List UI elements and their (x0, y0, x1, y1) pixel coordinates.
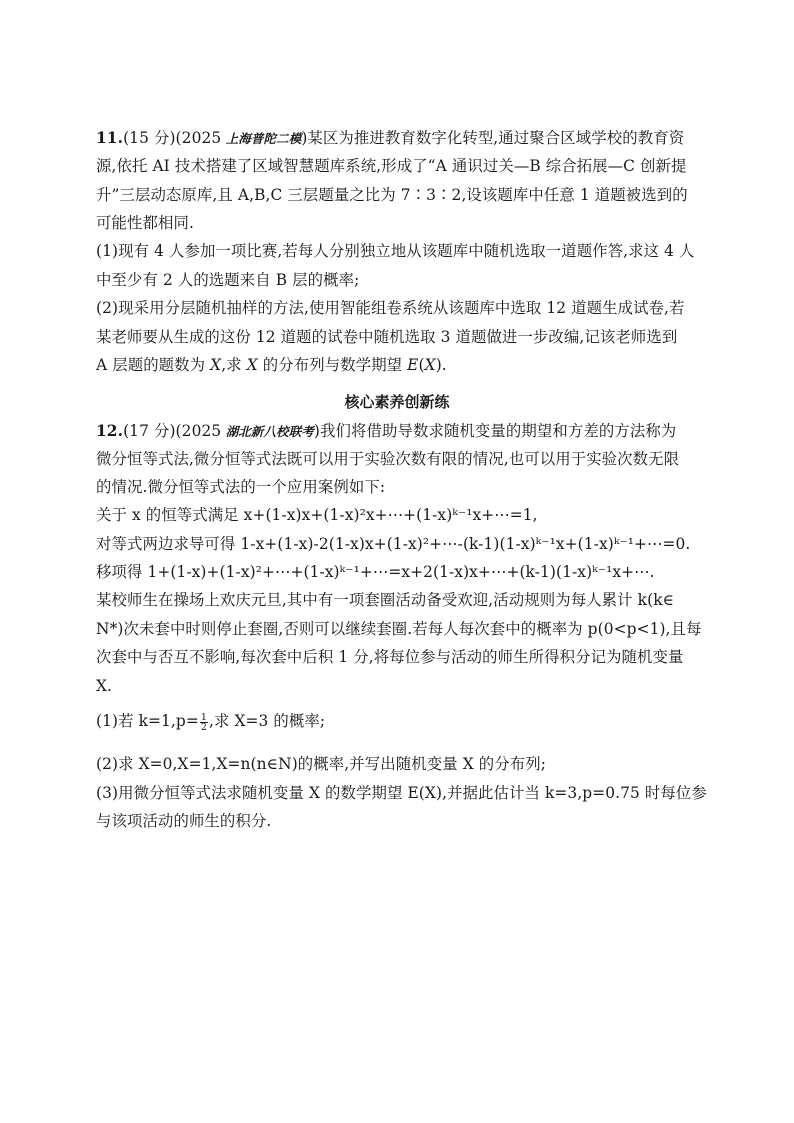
q12-rearranged-line: 移项得 1+(1-x)+(1-x)²+⋯+(1-x)ᵏ⁻¹+⋯=x+2(1-x)x+⋯+(k-1)(1-x)ᵏ⁻¹x+⋯. (96, 563, 655, 581)
q11-line-1: 11.(15 分)(2025 上海普陀二模)某区为推进教育数字化转型,通过聚合区域学校的教育资 (96, 129, 685, 147)
q11-part-1-line-1: (1)现有 4 人参加一项比赛,若每人分别独立地从该题库中随机选取一道题作答,求这 4 人 (96, 242, 695, 260)
q12-number: 12. (96, 422, 124, 440)
q12-rule-line-1: 某校师生在操场上欢庆元旦,其中有一项套圈活动备受欢迎,活动规则为每人累计 k(k∈ (96, 591, 675, 609)
section-heading: 核心素养创新练 (344, 393, 450, 411)
q11-number: 11. (96, 129, 124, 147)
q12-part-3-line-2: 与该项活动的师生的积分. (96, 812, 272, 830)
q11-source: 上海普陀二模 (221, 131, 302, 146)
q12-part-1: (1)若 k=1,p= $\frac{1}{2}$ ,求 X=3 的概率; (96, 711, 326, 733)
q11-part-2-line-1: (2)现采用分层随机抽样的方法,使用智能组卷系统从该题库中选取 12 道题生成试卷,若 (96, 299, 685, 317)
q12-score: (17 分)( (123, 422, 182, 440)
fraction-one-half: $\frac{1}{2}$ (200, 711, 207, 733)
q12-rule-line-2: N*)次未套中时则停止套圈,否则可以继续套圈.若每人每次套中的概率为 p(0<p<1),且每 (96, 620, 702, 638)
q11-part-2-line-3: A 层题的题数为 X,求 X 的分布列与数学期望 E(X). (96, 356, 447, 374)
q12-part-3-line-1: (3)用微分恒等式法求随机变量 X 的数学期望 E(X),并据此估计当 k=3,p=0.75 时每位参 (96, 784, 707, 802)
q12-year: 2025 (181, 422, 222, 440)
q12-line-2: 微分恒等式法,微分恒等式法既可以用于实验次数有限的情况,也可以用于实验次数无限 (96, 450, 680, 468)
q11-score: (15 分)( (123, 129, 182, 147)
q12-derivative-line: 对等式两边求导可得 1-x+(1-x)-2(1-x)x+(1-x)²+⋯-(k-1)(1-x)ᵏ⁻¹x+(1-x)ᵏ⁻¹+⋯=0. (96, 535, 691, 553)
q11-line-4: 可能性都相同. (96, 214, 194, 232)
q12-line-3: 的情况.微分恒等式法的一个应用案例如下: (96, 478, 386, 496)
q12-line-1: 12.(17 分)(2025 湖北新八校联考)我们将借助导数求随机变量的期望和方差的方法称为 (96, 422, 677, 440)
q11-part-2-line-2: 某老师要从生成的这份 12 道题的试卷中随机选取 3 道题做进一步改编,记该老师选到 (96, 328, 678, 346)
q12-identity-line: 关于 x 的恒等式满足 x+(1-x)x+(1-x)²x+⋯+(1-x)ᵏ⁻¹x+⋯=1, (96, 506, 538, 524)
q12-source: 湖北新八校联考 (221, 424, 314, 439)
q11-line-2: 源,依托 AI 技术搭建了区域智慧题库系统,形成了“A 通识过关—B 综合拓展—C 创新提 (96, 157, 687, 175)
q11-line-3: 升”三层动态原库,且 A,B,C 三层题量之比为 7∶3∶2,设该题库中任意 1 道题被选到的 (96, 186, 688, 204)
q11-year: 2025 (181, 129, 222, 147)
q11-part-1-line-2: 中至少有 2 人的选题来自 B 层的概率; (96, 271, 360, 289)
q12-rule-line-4: X. (96, 677, 113, 695)
q12-part-2: (2)求 X=0,X=1,X=n(n∈N)的概率,并写出随机变量 X 的分布列; (96, 755, 546, 773)
q12-rule-line-3: 次套中与否互不影响,每次套中后积 1 分,将每位参与活动的师生所得积分记为随机变量 (96, 648, 684, 666)
